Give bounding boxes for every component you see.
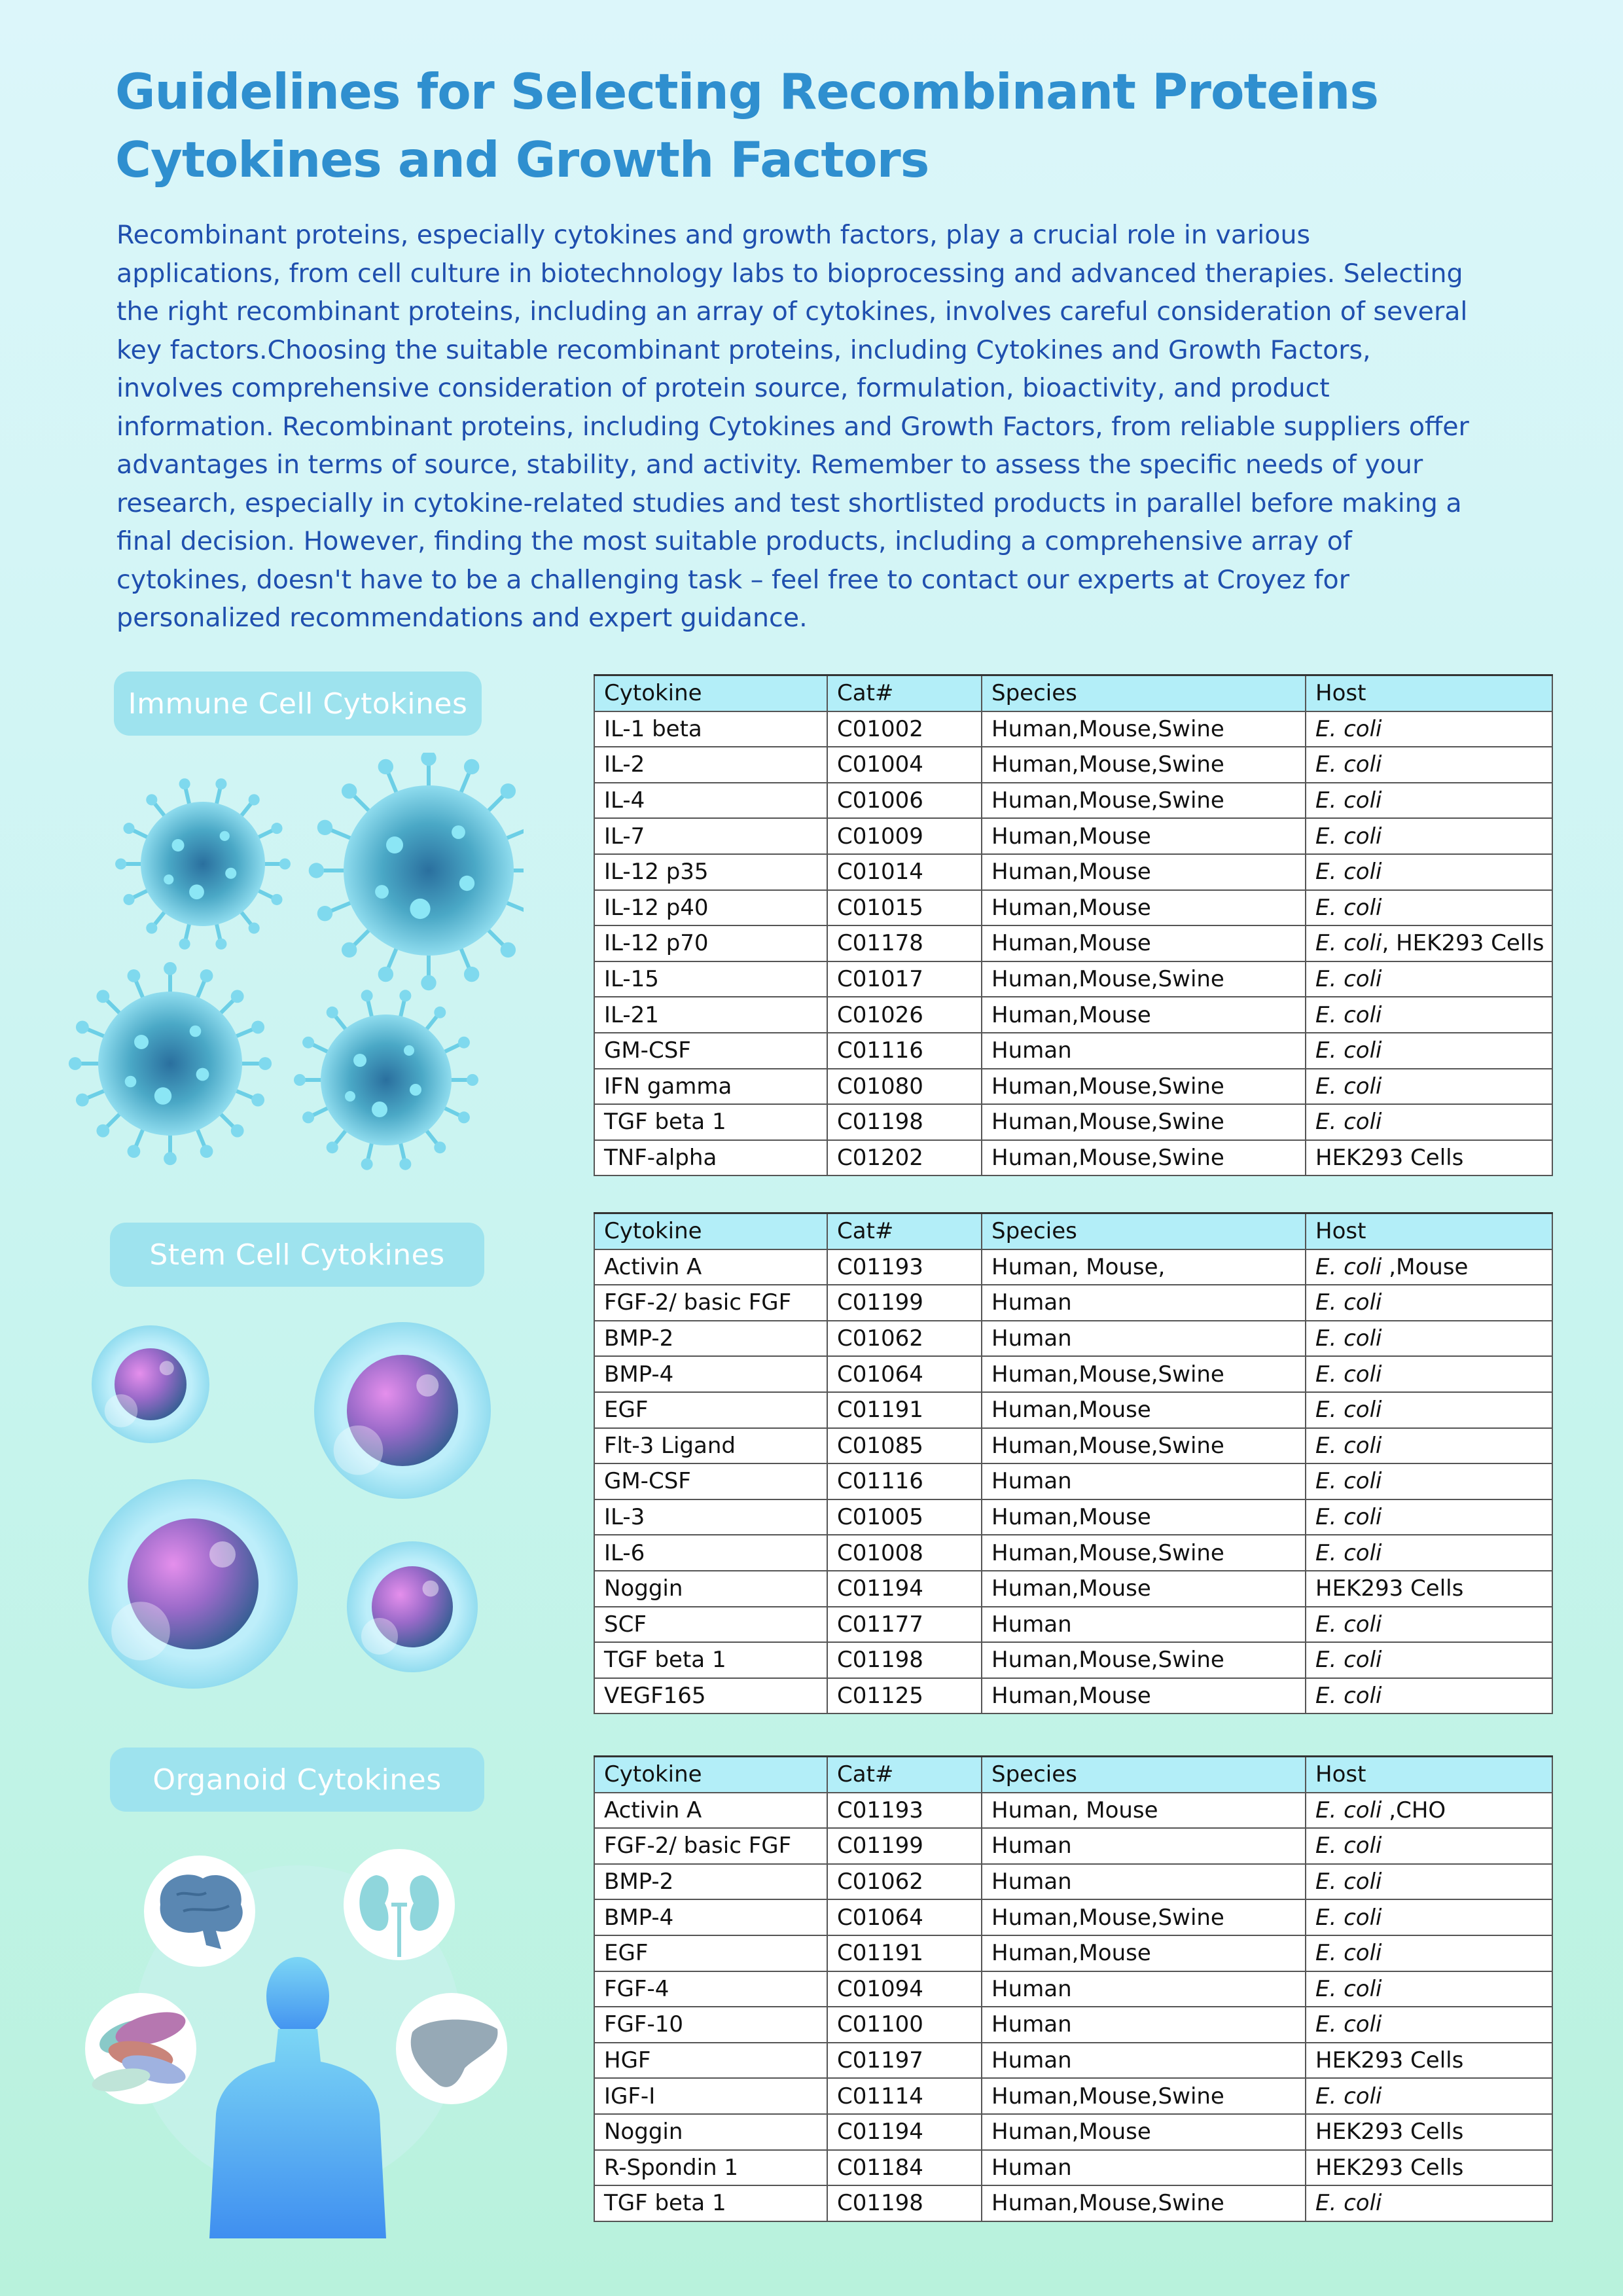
cytokine-cell: R-Spondin 1 [594,2150,827,2186]
table-row [594,2185,1552,2221]
table-row [594,1899,1552,1935]
cytokine-cell: IL-4 [594,783,827,819]
table-row [594,997,1552,1033]
cytokine-cell: TGF beta 1 [594,1642,827,1678]
species-cell: Human,Mouse,Swine [982,747,1306,783]
table-row [594,1463,1552,1499]
organs-icon [72,1833,524,2238]
species-cell: Human, Mouse, [982,1249,1306,1285]
stem-cell-cytokines-table [594,1212,1553,1714]
column-header-cytokine: Cytokine [594,1213,827,1249]
host-cell [1306,1140,1552,1176]
table-row [594,925,1552,961]
species-cell: Human,Mouse,Swine [982,1642,1306,1678]
species-cell: Human [982,2150,1306,2186]
species-cell: Human,Mouse,Swine [982,1535,1306,1571]
host-organism: E. coli [1315,751,1382,778]
species-cell: Human,Mouse [982,818,1306,854]
cytokine-cell: GM-CSF [594,1463,827,1499]
cytokine-cell: IGF-I [594,2078,827,2114]
cat-number-cell: C01094 [827,1971,982,2007]
cat-number-cell: C01193 [827,1793,982,1829]
column-header-species: Species [982,1213,1306,1249]
cat-number-cell: C01017 [827,961,982,997]
table-header-row [594,1757,1552,1793]
column-header-cat: Cat# [827,1757,982,1793]
host-extra: HEK293 Cells [1315,1145,1464,1172]
table-row [594,1607,1552,1643]
species-cell: Human,Mouse [982,2114,1306,2150]
host-organism: E. coli [1315,1975,1382,2002]
host-cell [1306,818,1552,854]
cytokine-cell: IL-6 [594,1535,827,1571]
table-row [594,1864,1552,1900]
cat-number-cell: C01191 [827,1935,982,1971]
host-cell [1306,1356,1552,1392]
host-organism: E. coli [1315,1468,1382,1495]
host-cell [1306,997,1552,1033]
host-organism: E. coli [1315,2011,1382,2038]
cytokine-cell: BMP-2 [594,1864,827,1900]
host-organism: E. coli [1315,1539,1382,1566]
species-cell: Human,Mouse [982,854,1306,890]
cytokine-cell: IL-12 p70 [594,925,827,961]
cytokine-cell: FGF-4 [594,1971,827,2007]
stem-cell-cytokines-badge: Stem Cell Cytokines [110,1223,484,1287]
host-cell [1306,2114,1552,2150]
table-row [594,2114,1552,2150]
cat-number-cell: C01194 [827,1571,982,1607]
table-row [594,1285,1552,1321]
host-organism: E. coli [1315,1001,1382,1028]
table-row [594,1392,1552,1428]
host-organism: E. coli [1315,1289,1382,1316]
table-row [594,1249,1552,1285]
organoid-cytokines-table [594,1755,1553,2222]
column-header-host: Host [1306,1757,1552,1793]
host-organism: E. coli [1315,1683,1382,1710]
title-line-1: Guidelines for Selecting Recombinant Proteins [115,63,1379,120]
cat-number-cell: C01006 [827,783,982,819]
cytokine-cell: FGF-2/ basic FGF [594,1828,827,1864]
species-cell: Human [982,2007,1306,2043]
host-organism: E. coli [1315,1325,1382,1352]
species-cell: Human,Mouse,Swine [982,961,1306,997]
cytokine-cell: IL-7 [594,818,827,854]
intro-paragraph: Recombinant proteins, especially cytokines and growth factors, play a crucial role in various applications, from cell culture in biotechnology labs to bioprocessing and advanced therapies. Selecting the right recombinant proteins, including an array of cytokines, involves careful consideration of several key factors.Choosing the suitable recombinant proteins, including Cytokines and Growth Factors, involves comprehensive consideration of protein source, formulation, bioactivity, and product information. Recombinant proteins, including Cytokines and Growth Factors, from reliable suppliers offer advantages in terms of source, stability, and activity. Remember to assess the specific needs of your research, especially in cytokine-related studies and test shortlisted products in parallel before making a final decision. However, finding the most suitable products, including a comprehensive array of cytokines, doesn't have to be a challenging task – feel free to contact our experts at Croyez for personalized recommendations and expert guidance. [116,220,1469,633]
host-organism: E. coli [1315,1940,1382,1967]
species-cell: Human,Mouse,Swine [982,1356,1306,1392]
species-cell: Human,Mouse,Swine [982,2078,1306,2114]
cat-number-cell: C01114 [827,2078,982,2114]
cytokine-cell: BMP-4 [594,1356,827,1392]
cat-number-cell: C01116 [827,1033,982,1069]
host-cell [1306,1828,1552,1864]
column-header-species: Species [982,675,1306,711]
table-row [594,2150,1552,2186]
cat-number-cell: C01198 [827,2185,982,2221]
table-header-row [594,675,1552,711]
host-cell [1306,961,1552,997]
host-cell [1306,1321,1552,1357]
host-organism: E. coli [1315,930,1382,957]
host-extra: HEK293 Cells [1315,1575,1464,1602]
host-organism: E. coli [1315,2083,1382,2109]
host-organism: E. coli [1315,1109,1382,1136]
cat-number-cell: C01100 [827,2007,982,2043]
column-header-cat: Cat# [827,675,982,711]
host-cell [1306,890,1552,926]
species-cell: Human,Mouse,Swine [982,711,1306,747]
species-cell: Human,Mouse [982,1678,1306,1714]
host-organism: E. coli [1315,2190,1382,2217]
cytokine-cell: IL-12 p35 [594,854,827,890]
table-row [594,1069,1552,1105]
cytokine-cell: Flt-3 Ligand [594,1428,827,1464]
host-organism: E. coli [1315,1037,1382,1064]
host-cell [1306,783,1552,819]
cytokine-cell: Noggin [594,1571,827,1607]
species-cell: Human,Mouse,Swine [982,1140,1306,1176]
table-row [594,961,1552,997]
cat-number-cell: C01005 [827,1499,982,1535]
species-cell: Human,Mouse [982,997,1306,1033]
host-organism: E. coli [1315,1504,1382,1531]
host-cell [1306,1535,1552,1571]
species-cell: Human,Mouse [982,1935,1306,1971]
species-cell: Human, Mouse [982,1793,1306,1829]
species-cell: Human [982,1033,1306,1069]
cat-number-cell: C01064 [827,1356,982,1392]
cytokine-cell: BMP-2 [594,1321,827,1357]
host-organism: E. coli [1315,966,1382,993]
species-cell: Human,Mouse,Swine [982,783,1306,819]
kidney-icon [344,1849,455,1960]
host-cell [1306,2150,1552,2186]
intestine-icon [85,1993,196,2104]
species-cell: Human [982,1463,1306,1499]
cat-number-cell: C01062 [827,1864,982,1900]
host-organism: E. coli [1315,1073,1382,1100]
species-cell: Human [982,1607,1306,1643]
cytokine-cell: Activin A [594,1249,827,1285]
host-cell [1306,1392,1552,1428]
species-cell: Human [982,1864,1306,1900]
host-cell [1306,2185,1552,2221]
cytokine-cell: IL-12 p40 [594,890,827,926]
species-cell: Human,Mouse,Swine [982,1104,1306,1140]
cytokine-cell: FGF-10 [594,2007,827,2043]
host-cell [1306,711,1552,747]
host-organism: E. coli [1315,1432,1382,1459]
host-cell [1306,1971,1552,2007]
cat-number-cell: C01184 [827,2150,982,2186]
cat-number-cell: C01064 [827,1899,982,1935]
column-header-species: Species [982,1757,1306,1793]
host-extra: , HEK293 Cells [1382,930,1544,957]
page-title [115,58,1378,194]
host-cell [1306,1864,1552,1900]
table-row [594,1499,1552,1535]
liver-icon [396,1993,507,2104]
table-row [594,1571,1552,1607]
host-organism: E. coli [1315,1869,1382,1895]
species-cell: Human,Mouse,Swine [982,1428,1306,1464]
cat-number-cell: C01002 [827,711,982,747]
table-row [594,711,1552,747]
table-row [594,2078,1552,2114]
table-header-row [594,1213,1552,1249]
species-cell: Human,Mouse [982,1392,1306,1428]
table-row [594,1321,1552,1357]
host-cell [1306,854,1552,890]
host-organism: E. coli [1315,1253,1382,1280]
host-organism: E. coli [1315,1833,1382,1859]
cat-number-cell: C01004 [827,747,982,783]
host-cell [1306,925,1552,961]
host-organism: E. coli [1315,1904,1382,1931]
cat-number-cell: C01062 [827,1321,982,1357]
host-cell [1306,1935,1552,1971]
host-organism: E. coli [1315,894,1382,921]
host-cell [1306,747,1552,783]
table-row [594,890,1552,926]
cat-number-cell: C01085 [827,1428,982,1464]
host-cell [1306,1285,1552,1321]
host-cell [1306,1607,1552,1643]
table-row [594,2043,1552,2079]
cat-number-cell: C01008 [827,1535,982,1571]
cytokine-cell: VEGF165 [594,1678,827,1714]
table-row [594,854,1552,890]
host-cell [1306,2078,1552,2114]
species-cell: Human,Mouse [982,890,1306,926]
host-cell [1306,1033,1552,1069]
virus-icon [65,753,524,1172]
species-cell: Human,Mouse,Swine [982,1069,1306,1105]
cytokine-cell: Activin A [594,1793,827,1829]
table-row [594,2007,1552,2043]
host-cell [1306,2007,1552,2043]
table-row [594,1140,1552,1176]
host-cell [1306,1069,1552,1105]
host-cell [1306,1899,1552,1935]
host-extra: ,CHO [1382,1797,1446,1823]
cat-number-cell: C01116 [827,1463,982,1499]
host-cell [1306,1463,1552,1499]
host-extra: HEK293 Cells [1315,2119,1464,2145]
cytokine-cell: FGF-2/ basic FGF [594,1285,827,1321]
table-row [594,1535,1552,1571]
stem-cell-icon [85,1309,504,1695]
table-row [594,818,1552,854]
cytokine-cell: HGF [594,2043,827,2079]
host-extra: ,Mouse [1382,1253,1469,1280]
species-cell: Human [982,1828,1306,1864]
table-row [594,1642,1552,1678]
cytokine-cell: IL-15 [594,961,827,997]
cytokine-cell: IL-2 [594,747,827,783]
host-organism: E. coli [1315,1397,1382,1424]
cytokine-cell: TGF beta 1 [594,1104,827,1140]
column-header-cat: Cat# [827,1213,982,1249]
table-row [594,1678,1552,1714]
column-header-cytokine: Cytokine [594,1757,827,1793]
host-cell [1306,1571,1552,1607]
column-header-host: Host [1306,1213,1552,1249]
host-cell [1306,1428,1552,1464]
cat-number-cell: C01080 [827,1069,982,1105]
cytokine-cell: GM-CSF [594,1033,827,1069]
cat-number-cell: C01125 [827,1678,982,1714]
brain-icon [144,1856,255,1967]
species-cell: Human [982,2043,1306,2079]
host-organism: E. coli [1315,1647,1382,1674]
species-cell: Human,Mouse [982,1571,1306,1607]
cat-number-cell: C01177 [827,1607,982,1643]
table-row [594,1828,1552,1864]
table-row [594,1104,1552,1140]
cat-number-cell: C01198 [827,1104,982,1140]
host-organism: E. coli [1315,823,1382,850]
host-cell [1306,1793,1552,1829]
cytokine-cell: TNF-alpha [594,1140,827,1176]
cat-number-cell: C01198 [827,1642,982,1678]
table-row [594,1935,1552,1971]
cytokine-cell: IL-21 [594,997,827,1033]
cytokine-cell: IFN gamma [594,1069,827,1105]
cytokine-cell: BMP-4 [594,1899,827,1935]
table-row [594,1033,1552,1069]
cytokine-cell: EGF [594,1935,827,1971]
cat-number-cell: C01015 [827,890,982,926]
species-cell: Human,Mouse,Swine [982,2185,1306,2221]
species-cell: Human [982,1321,1306,1357]
table-row [594,1971,1552,2007]
title-line-2: Cytokines and Growth Factors [115,131,929,188]
host-extra: HEK293 Cells [1315,2154,1464,2181]
table-row [594,783,1552,819]
host-organism: E. coli [1315,715,1382,742]
cat-number-cell: C01009 [827,818,982,854]
cytokine-cell: SCF [594,1607,827,1643]
cytokine-cell: Noggin [594,2114,827,2150]
species-cell: Human [982,1285,1306,1321]
host-organism: E. coli [1315,1611,1382,1638]
species-cell: Human,Mouse [982,925,1306,961]
immune-cell-cytokines-table [594,674,1553,1176]
cat-number-cell: C01193 [827,1249,982,1285]
cytokine-cell: EGF [594,1392,827,1428]
species-cell: Human,Mouse [982,1499,1306,1535]
table-row [594,1356,1552,1392]
host-cell [1306,1249,1552,1285]
species-cell: Human [982,1971,1306,2007]
host-organism: E. coli [1315,859,1382,886]
host-organism: E. coli [1315,787,1382,814]
host-cell [1306,1678,1552,1714]
host-cell [1306,2043,1552,2079]
table-row [594,747,1552,783]
host-organism: E. coli [1315,1797,1382,1823]
host-cell [1306,1499,1552,1535]
cat-number-cell: C01014 [827,854,982,890]
host-extra: HEK293 Cells [1315,2047,1464,2074]
table-row [594,1793,1552,1829]
species-cell: Human,Mouse,Swine [982,1899,1306,1935]
column-header-cytokine: Cytokine [594,675,827,711]
cytokine-cell: IL-3 [594,1499,827,1535]
cat-number-cell: C01194 [827,2114,982,2150]
cytokine-cell: TGF beta 1 [594,2185,827,2221]
immune-cell-cytokines-badge: Immune Cell Cytokines [114,672,482,736]
column-header-host: Host [1306,675,1552,711]
cytokine-cell: IL-1 beta [594,711,827,747]
cat-number-cell: C01191 [827,1392,982,1428]
host-organism: E. coli [1315,1361,1382,1388]
organoid-cytokines-badge: Organoid Cytokines [110,1748,484,1812]
table-row [594,1428,1552,1464]
cat-number-cell: C01178 [827,925,982,961]
cat-number-cell: C01199 [827,1285,982,1321]
host-cell [1306,1104,1552,1140]
cat-number-cell: C01202 [827,1140,982,1176]
cat-number-cell: C01199 [827,1828,982,1864]
cat-number-cell: C01026 [827,997,982,1033]
host-cell [1306,1642,1552,1678]
cat-number-cell: C01197 [827,2043,982,2079]
